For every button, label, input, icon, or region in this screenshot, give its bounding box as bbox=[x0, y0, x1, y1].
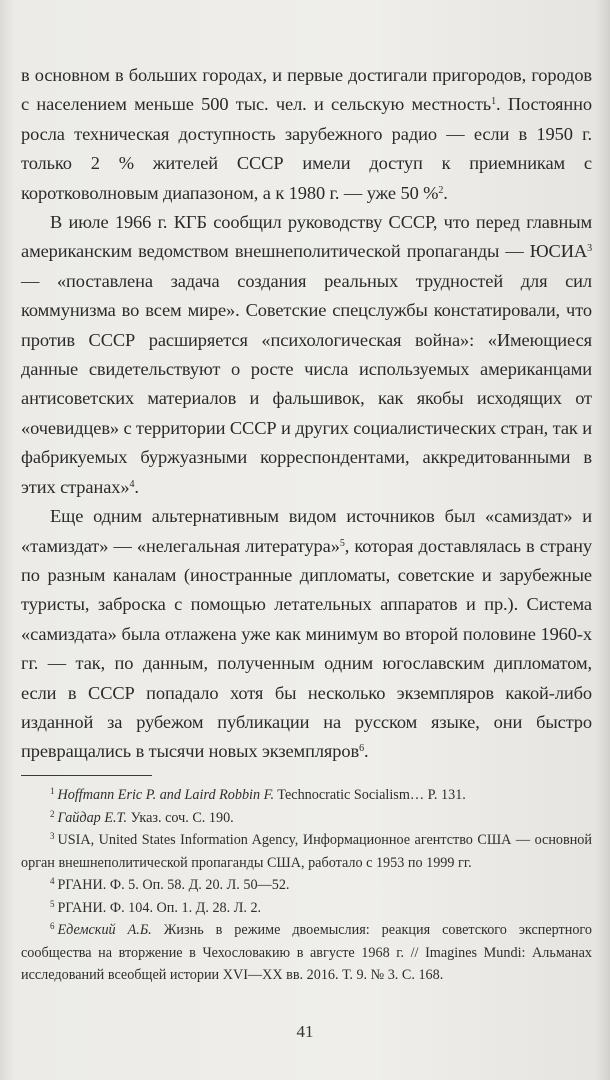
footnote-1: $^1$ Hoffmann Eric P. and Laird Robbin F. Technocratic Socialism… P. 131. bbox=[50, 786, 466, 803]
footnote-2: $^2$ Гайдар Е.Т. Указ. соч. С. 190. bbox=[50, 808, 234, 826]
footnotes bbox=[21, 784, 592, 987]
footnote-ref-4: 4 bbox=[129, 478, 135, 490]
footnote-ref-2: 2 bbox=[438, 184, 444, 196]
footnote-5: $^5$ РГАНИ. Ф. 104. Оп. 1. Д. 28. Л. 2. bbox=[50, 898, 262, 916]
footnote-3: $^3$ USIA, United States Information Agency, Информационное агентство США — основной орган внешнеполитической пропаганды США, работало с 1953 по 1999 гг. bbox=[21, 831, 592, 871]
paragraph-1: в основном в больших городах, и первые достигали пригородов, городов с населением меньше 500 тыс. чел. и сельскую местность$^1$. Постоянно росла техническая доступность зарубежного радио — если в 1950 г. только 2 % жителей СССР имели доступ к приемникам с коротковолновым диапазоном, а к 1980 г. — уже 50 %$^2$. bbox=[21, 65, 592, 203]
page-number: 41 bbox=[296, 1022, 314, 1041]
body-text bbox=[21, 61, 592, 767]
footnote-6: $^6$ Едемский А.Б. Жизнь в режиме двоемыслия: реакция советского экспертного сообщества на вторжение в Чехословакию в августе 1968 г. // Imagines Mundi: Альманах исследований всеобщей истории XVI—XX вв. 2016. Т. 9. № 3. С. 168. bbox=[21, 921, 592, 983]
page-edge-shadow bbox=[596, 0, 610, 1080]
footnote-ref-5: 5 bbox=[339, 537, 345, 549]
paragraph-2: В июле 1966 г. КГБ сообщил руководству СССР, что перед главным американским ведомством внешнеполитической пропаганды — ЮСИА$^3$ — «поставлена задача создания реальных трудностей для сил коммунизма во всем мире». Советские спецслужбы констатировали, что против СССР расширяется «психологическая война»: «Имеющиеся данные свидетельствуют о росте числа используемых американцами антисоветских материалов и фальшивок, как якобы исходящих от «очевидцев» с территории СССР и других социалистических стран, так и фабрикуемых буржуазными корреспондентами, аккредитованными в этих странах»$^4$. bbox=[21, 212, 592, 497]
footnote-divider bbox=[21, 775, 152, 776]
footnote-4: $^4$ РГАНИ. Ф. 5. Оп. 58. Д. 20. Л. 50—52. bbox=[50, 876, 290, 893]
footnote-ref-3: 3 bbox=[587, 243, 592, 255]
footnote-ref-6: 6 bbox=[359, 743, 364, 755]
footnote-ref-1: 1 bbox=[491, 96, 496, 108]
paragraph-3: Еще одним альтернативным видом источников был «самиздат» и «тамиздат» — «нелегальная литература»$^5$, которая доставлялась в страну по разным каналам (иностранные дипломаты, советские и зарубежные туристы, заброска с помощью летательных аппаратов и пр.). Система «самиздата» была отлажена уже как минимум во второй половине 1960-х гг. — так, по данным, полученным одним югославским дипломатом, если в СССР попадало хотя бы несколько экземпляров какой-либо изданной за рубежом публикации на русском языке, они быстро превращались в тысячи новых экземпляров$^6$. bbox=[21, 506, 593, 762]
